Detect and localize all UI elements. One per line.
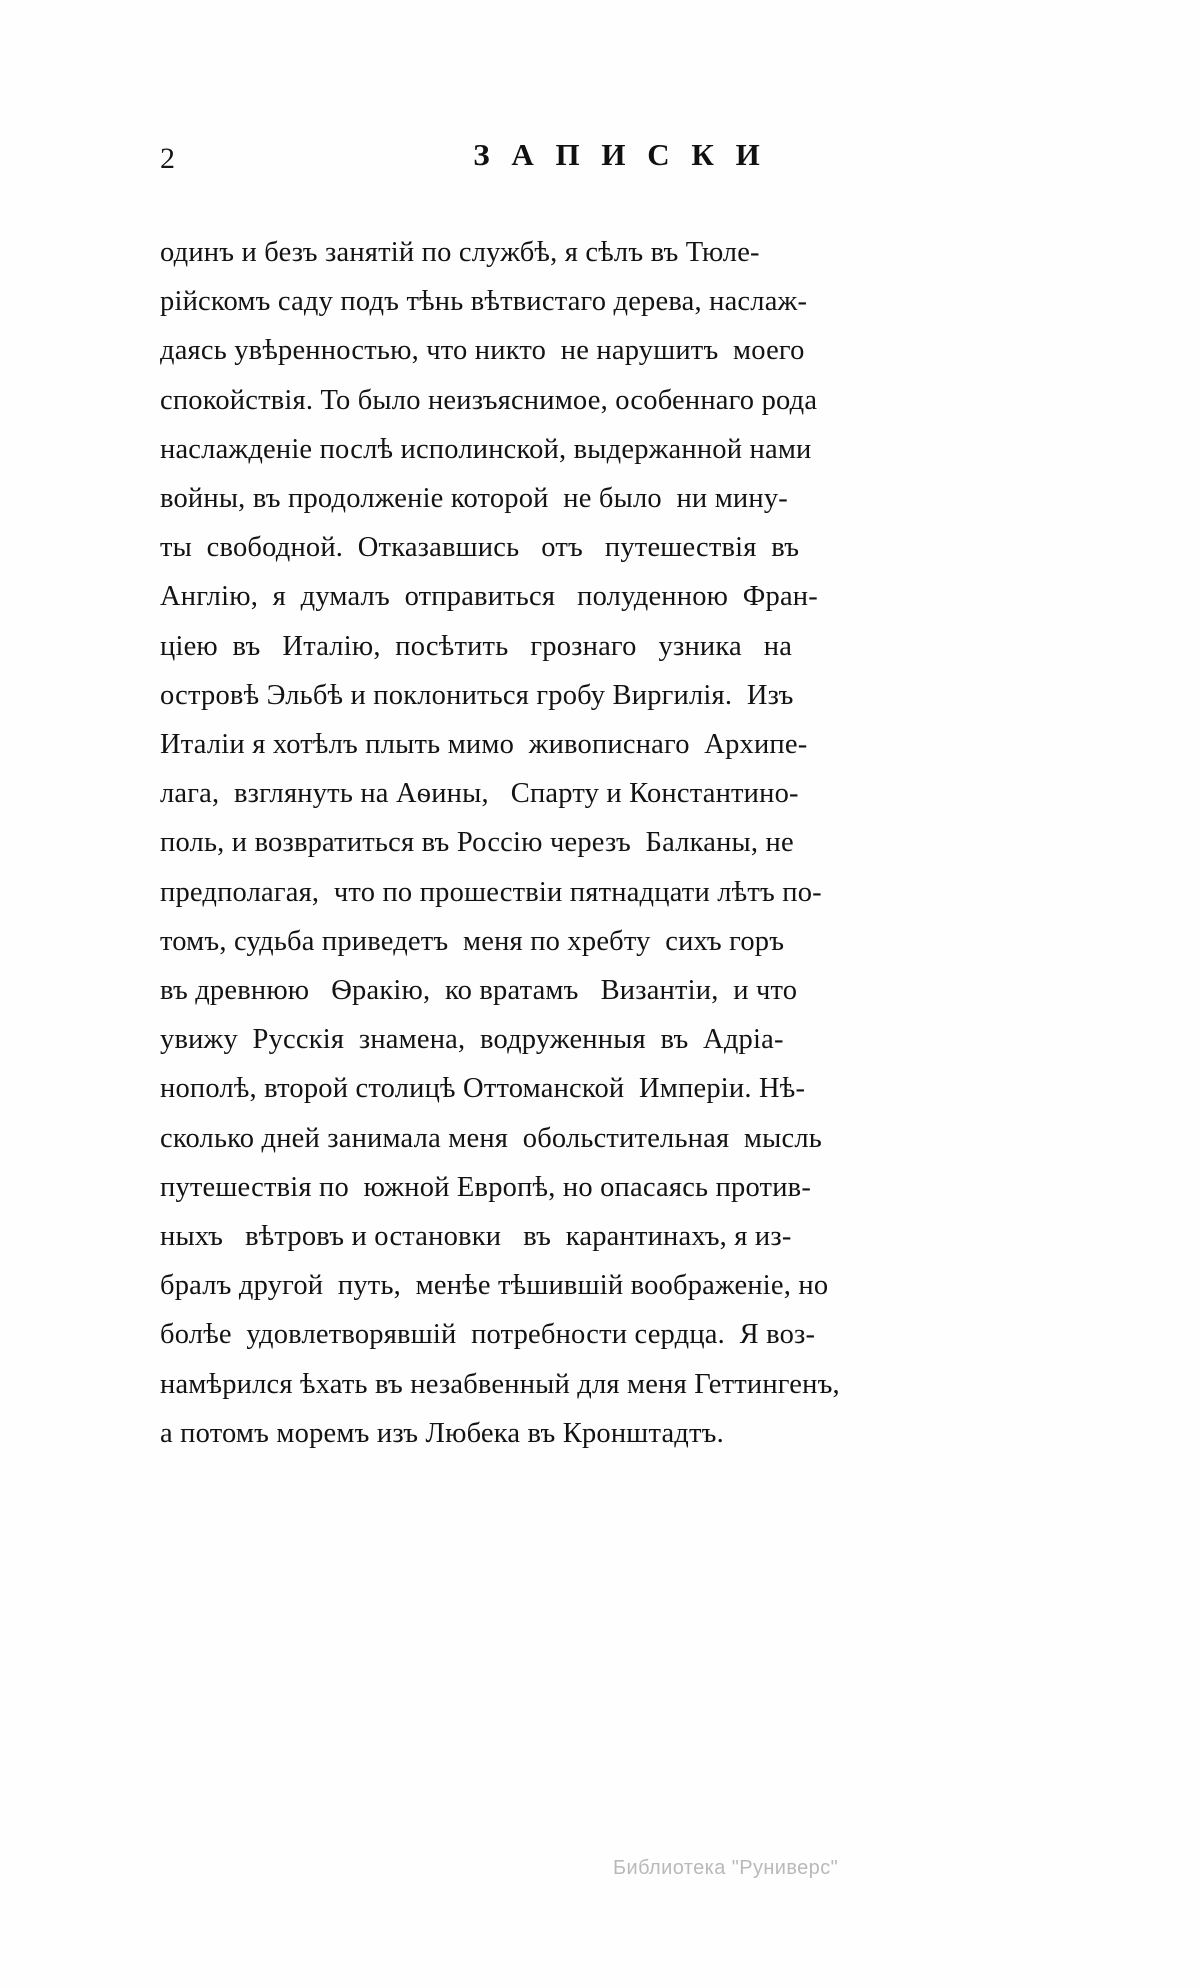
text-line: путешествія по южной Европѣ, но опасаясь против-: [160, 1171, 812, 1203]
library-watermark: Библиотека "Руниверс": [613, 1857, 839, 1879]
text-line: а потомъ моремъ изъ Любека въ Кронштадтъ.: [160, 1417, 724, 1449]
text-line: ты свободной. Отказавшись отъ путешествія въ: [160, 532, 800, 564]
text-line: одинъ и безъ занятій по службѣ, я сѣлъ въ Тюле-: [160, 237, 760, 268]
text-line: ціею въ Италію, посѣтить грознаго узника на: [160, 630, 793, 662]
text-line: войны, въ продолженіе которой не было ни мину-: [160, 483, 788, 515]
text-line: Англію, я думалъ отправиться полуденною Фран-: [160, 581, 818, 613]
page-number: 2: [160, 142, 175, 175]
text-line: увижу Русскія знамена, водруженныя въ Адріа-: [160, 1024, 784, 1056]
text-line: поль, и возвратиться въ Россію черезъ Балканы, не: [160, 827, 794, 859]
text-line: въ древнюю Ѳракію, ко вратамъ Византіи, и что: [160, 975, 798, 1007]
text-line: томъ, судьба приведетъ меня по хребту сихъ горъ: [160, 925, 785, 957]
running-title: З А П И С К И: [473, 137, 767, 172]
text-line: сколько дней занимала меня обольстительная мысль: [160, 1122, 822, 1154]
text-line: рійскомъ саду подъ тѣнь вѣтвистаго дерева, наслаж-: [160, 286, 808, 318]
text-line: предполагая, что по прошествіи пятнадцати лѣтъ по-: [160, 876, 822, 908]
text-line: островѣ Эльбѣ и поклониться гробу Виргилія. Изъ: [160, 679, 794, 711]
body-text: [160, 228, 1045, 1458]
text-line: болѣе удовлетворявшій потребности сердца. Я воз-: [160, 1319, 816, 1351]
text-line: намѣрился ѣхать въ незабвенный для меня Геттингенъ,: [160, 1368, 840, 1400]
text-line: Италіи я хотѣлъ плыть мимо живописнаго Архипе-: [160, 729, 808, 761]
text-line: спокойствія. То было неизъяснимое, особеннаго рода: [160, 384, 818, 416]
text-line: даясь увѣренностью, что никто не нарушитъ моего: [160, 335, 805, 367]
text-line: бралъ другой путь, менѣе тѣшившій воображеніе, но: [160, 1270, 829, 1302]
text-line: нополѣ, второй столицѣ Оттоманской Имперіи. Нѣ-: [160, 1073, 806, 1105]
page-header: [160, 135, 1040, 183]
text-line: наслажденіе послѣ исполинской, выдержанной нами: [160, 433, 812, 465]
text-line: ныхъ вѣтровъ и остановки въ карантинахъ, я из-: [160, 1221, 792, 1253]
text-line: лага, взглянуть на Аѳины, Спарту и Константино-: [160, 778, 799, 810]
